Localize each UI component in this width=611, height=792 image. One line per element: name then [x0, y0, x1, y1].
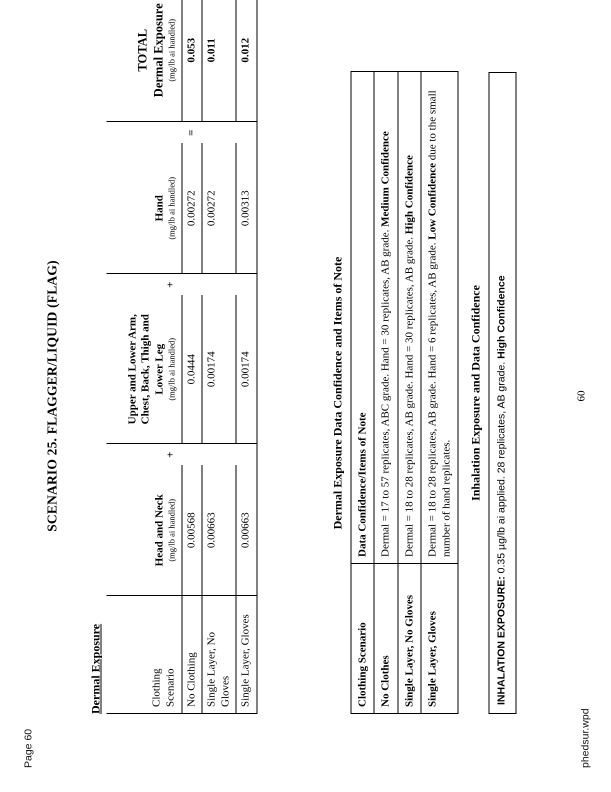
- column-header-head-neck-unit: (mg/lb ai handled): [166, 498, 177, 562]
- operator-plus-1: [182, 444, 202, 466]
- column-header-arms-body: [106, 296, 182, 444]
- table-row: [397, 72, 420, 714]
- dermal-exposure-table: [106, 0, 257, 714]
- cell-arms-body: 0.00174: [202, 296, 236, 444]
- cell-clothing-scenario: Single Layer, No Gloves: [397, 564, 420, 714]
- column-header-total-unit: (mg/lb ai handled): [166, 18, 177, 82]
- table-row: [236, 0, 256, 714]
- cell-total: 0.012: [236, 0, 256, 122]
- cell-clothing-scenario: Single Layer, Gloves: [420, 564, 458, 714]
- inhalation-exposure-value: 0.35: [495, 552, 507, 574]
- data-confidence-table: [350, 71, 458, 714]
- cell-hand: 0.00272: [182, 144, 202, 274]
- page-title: SCENARIO 25. FLAGGER/LIQUID (FLAG): [44, 260, 59, 532]
- cell-head-neck: 0.00663: [236, 466, 256, 596]
- operator-plus-2-header: +: [164, 281, 177, 288]
- column-header-hand: [106, 144, 182, 274]
- cell-total: 0.053: [182, 0, 202, 122]
- row-label-scenario: No Clothing: [182, 596, 202, 714]
- table-row: [420, 72, 458, 714]
- operator-equals: [236, 122, 256, 144]
- operator-equals: =: [184, 129, 197, 136]
- confidence-note-text: Dermal = 18 to 28 replicates, AB grade. Hand = 6 replicates, AB grade.: [425, 239, 438, 557]
- page-folio-number: 60: [575, 390, 587, 402]
- data-confidence-section: [330, 72, 458, 714]
- inhalation-exposure-box: [488, 72, 516, 714]
- operator-plus-2: [236, 274, 256, 296]
- row-label-scenario: Single Layer, No Gloves: [202, 596, 236, 714]
- inhalation-exposure-label: INHALATION EXPOSURE:: [495, 576, 507, 705]
- dermal-exposure-section: [86, 3, 257, 714]
- operator-equals-header: [106, 122, 182, 144]
- operator-plus-2: [202, 274, 236, 296]
- cell-hand: 0.00272: [202, 144, 236, 274]
- column-header-hand-text: Hand: [152, 195, 165, 222]
- operator-equals: [202, 122, 236, 144]
- column-header-head-neck: [106, 466, 182, 596]
- cell-confidence-note: [374, 72, 397, 564]
- operator-plus-1: [236, 444, 256, 466]
- inhalation-exposure-unit: µg/lb ai applied.: [495, 476, 507, 550]
- cell-head-neck: 0.00568: [182, 466, 202, 596]
- cell-hand: 0.00313: [236, 144, 256, 274]
- inhalation-replicates: 28 replicates, AB grade.: [495, 361, 507, 474]
- column-header-hand-unit: (mg/lb ai handled): [166, 176, 177, 240]
- table-row: [374, 72, 397, 714]
- table-row: [182, 0, 202, 714]
- data-confidence-heading: Dermal Exposure Data Confidence and Items of Note: [330, 256, 344, 530]
- cell-head-neck: 0.00663: [202, 466, 236, 596]
- column-header-scenario-line1: Clothing: [150, 668, 163, 707]
- column-header-head-neck-text: Head and Neck: [152, 494, 165, 567]
- confidence-level-label: Low Confidence: [425, 163, 438, 240]
- operator-plus-2: [182, 274, 202, 296]
- page-header-label: Page 60: [22, 728, 34, 768]
- table-header-row: [106, 0, 182, 714]
- column-header-total-line2: Dermal Exposure: [150, 3, 165, 98]
- column-header-clothing-scenario: Clothing Scenario: [351, 564, 374, 714]
- table-header-row: [351, 72, 374, 714]
- column-header-arms-body-unit: (mg/lb ai handled): [166, 337, 177, 401]
- table-row: [202, 0, 236, 714]
- column-header-arms-body-text: Upper and Lower Arm, Chest, Back, Thigh and Lower Leg: [126, 314, 165, 425]
- column-header-data-confidence: Data Confidence/Items of Note: [351, 72, 374, 564]
- cell-arms-body: 0.00174: [236, 296, 256, 444]
- operator-plus-1-header: +: [164, 451, 177, 458]
- cell-arms-body: 0.0444: [182, 296, 202, 444]
- confidence-note-text: Dermal = 18 to 28 replicates, AB grade. Hand = 30 replicates, AB grade.: [402, 234, 415, 557]
- confidence-note-text: Dermal = 17 to 57 replicates, ABC grade. Hand = 30 replicates, AB grade.: [379, 226, 392, 557]
- column-header-total-line1: TOTAL: [135, 28, 150, 72]
- cell-confidence-note: [397, 72, 420, 564]
- confidence-level-label: Medium Confidence: [379, 131, 392, 227]
- inhalation-confidence-label: High Confidence: [495, 275, 507, 359]
- cell-confidence-note: [420, 72, 458, 564]
- inhalation-exposure-section: [468, 72, 516, 714]
- inhalation-exposure-heading: Inhalation Exposure and Data Confidence: [468, 285, 482, 501]
- column-header-scenario-line2: Scenario: [163, 668, 176, 707]
- cell-clothing-scenario: No Clothes: [374, 564, 397, 714]
- cell-total: 0.011: [202, 0, 236, 122]
- dermal-exposure-heading: Dermal Exposure: [88, 623, 102, 714]
- confidence-level-label: High Confidence: [402, 155, 415, 235]
- column-header-scenario: [106, 596, 182, 714]
- column-header-total: [106, 0, 182, 122]
- row-label-scenario: Single Layer, Gloves: [236, 596, 256, 714]
- confidence-note-suffix: due to the small number of hand replicates.: [425, 90, 453, 557]
- operator-plus-1: [202, 444, 236, 466]
- source-file-label: phedsur.wpd: [579, 708, 591, 768]
